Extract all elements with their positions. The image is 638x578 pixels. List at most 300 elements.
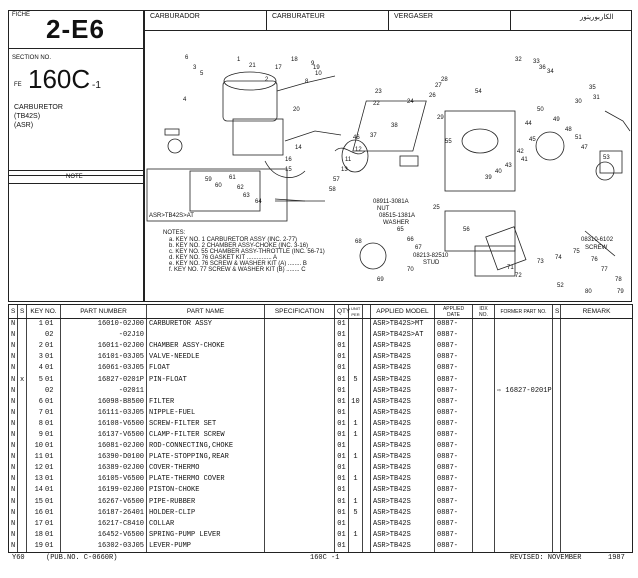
cell-qty: 01 (335, 519, 349, 530)
callout-number: 14 (295, 145, 302, 151)
cell-idx (473, 408, 495, 419)
cell-s2 (18, 508, 27, 519)
cell-spec (265, 430, 335, 441)
exploded-parts-diagram (145, 31, 631, 301)
cell-remark (561, 397, 633, 408)
cell-remark (561, 363, 633, 374)
cell-s2 (18, 519, 27, 530)
cell-model: ASR>TB42S>AT (371, 330, 435, 341)
footer-revised: REVISED: NOVEMBER (510, 554, 582, 562)
cell-name (147, 330, 265, 341)
cell-qty: 01 (335, 497, 349, 508)
callout-number: 79 (617, 289, 624, 295)
divider (8, 170, 144, 171)
cell-model: ASR>TB42S (371, 430, 435, 441)
cell-key: 13 01 (27, 474, 61, 485)
cell-former (495, 408, 553, 419)
table-row (9, 452, 633, 463)
cell-s1: N (9, 374, 18, 385)
cell-s1: N (9, 363, 18, 374)
callout-number: 45 (529, 137, 536, 143)
cell-part: 16098-B8500 (61, 397, 147, 408)
cell-s2 (18, 474, 27, 485)
callout-number: 69 (377, 277, 384, 283)
cell-name: NIPPLE-FUEL (147, 408, 265, 419)
cell-s3 (553, 352, 561, 363)
cell-remark (561, 519, 633, 530)
table-row (9, 330, 633, 341)
callout-number: 39 (485, 175, 492, 181)
callout-number: 8 (305, 79, 309, 85)
cell-unit: 1 (349, 474, 363, 485)
cell-unit: 1 (349, 430, 363, 441)
callout-number: 32 (515, 57, 522, 63)
col-header: UNIT PER (349, 305, 363, 319)
cell-qty: 01 (335, 485, 349, 496)
throttle-lever (360, 243, 386, 269)
cell-s1: N (9, 419, 18, 430)
cell-x (363, 408, 371, 419)
table-row (9, 397, 633, 408)
callout-number: 57 (333, 177, 340, 183)
cell-date: 0887- (435, 474, 473, 485)
cell-s3 (553, 497, 561, 508)
cell-date: 0887- (435, 463, 473, 474)
footer-section: 160C -1 (310, 554, 340, 562)
cell-remark (561, 419, 633, 430)
cell-name: FILTER (147, 397, 265, 408)
cell-x (363, 497, 371, 508)
inset-box-part (190, 171, 260, 211)
callout-number: 48 (565, 127, 572, 133)
callout-number: 3 (193, 65, 197, 71)
cell-remark (561, 319, 633, 331)
callout-number: 73 (537, 259, 544, 265)
cell-key: 19 01 (27, 541, 61, 553)
cell-qty: 01 (335, 319, 349, 331)
callout-number: 65 (397, 227, 404, 233)
cell-key: 02 (27, 330, 61, 341)
cell-date: 0887- (435, 519, 473, 530)
cell-key: 14 01 (27, 485, 61, 496)
callout-number: 59 (205, 177, 212, 183)
cell-key: 16 01 (27, 508, 61, 519)
callout-number: 9 (311, 61, 315, 67)
cell-s1: N (9, 474, 18, 485)
table-row (9, 363, 633, 374)
cell-s1: N (9, 330, 18, 341)
callout-number: 6 (185, 55, 189, 61)
note-line: d. KEY NO. 76 GASKET KIT ............... A (169, 255, 278, 261)
part-title-line-2: (TB42S) (14, 113, 41, 120)
cell-key: 10 01 (27, 441, 61, 452)
cell-name: LEVER-PUMP (147, 541, 265, 553)
lever-part (400, 156, 418, 166)
callout-number: 4 (183, 97, 187, 103)
cell-date: 0887- (435, 508, 473, 519)
callout-number: 30 (575, 99, 582, 105)
cell-key: 17 01 (27, 519, 61, 530)
cell-name: CARBURETOR ASSY (147, 319, 265, 331)
language-divider (388, 10, 389, 30)
washer-label: WASHER (383, 220, 410, 226)
callout-number: 29 (437, 115, 444, 121)
table-row (9, 485, 633, 496)
fiche-code: 2-E6 (46, 14, 105, 44)
cell-date: 0887- (435, 497, 473, 508)
cell-model: ASR>TB42S (371, 452, 435, 463)
cell-former (495, 463, 553, 474)
cell-key: 15 01 (27, 497, 61, 508)
callout-number: 2 (265, 77, 269, 83)
cell-former (495, 485, 553, 496)
cell-part: 16105-V6500 (61, 474, 147, 485)
footer-code: Y60 (12, 554, 25, 562)
linkage-rod (285, 131, 341, 141)
cell-key: 6 01 (27, 397, 61, 408)
cell-model: ASR>TB42S (371, 441, 435, 452)
cell-x (363, 452, 371, 463)
cell-x (363, 430, 371, 441)
callout-number: 78 (615, 277, 622, 283)
cell-model: ASR>TB42S (371, 352, 435, 363)
callout-number: 15 (285, 167, 292, 173)
cell-part: -02J10 (61, 330, 147, 341)
cell-s2 (18, 330, 27, 341)
cell-unit (349, 519, 363, 530)
cell-x (363, 463, 371, 474)
cell-key: 9 01 (27, 430, 61, 441)
cell-s2 (18, 485, 27, 496)
callout-number: 47 (581, 145, 588, 151)
cell-remark (561, 541, 633, 553)
cell-spec (265, 352, 335, 363)
screw-label: SCREW (585, 245, 608, 251)
cell-s3 (553, 341, 561, 352)
col-header: APPLIED MODEL (371, 305, 435, 319)
cell-s2 (18, 419, 27, 430)
fiche-label: FICHE (12, 12, 30, 18)
cell-x (363, 441, 371, 452)
cell-s3 (553, 541, 561, 553)
cell-unit: 1 (349, 530, 363, 541)
cell-model: ASR>TB42S (371, 408, 435, 419)
callout-number: 23 (375, 89, 382, 95)
cell-qty: 01 (335, 430, 349, 441)
col-header: SPECIFICATION (265, 305, 335, 319)
cell-idx (473, 441, 495, 452)
cell-s2 (18, 430, 27, 441)
cell-model: ASR>TB42S (371, 519, 435, 530)
cell-qty: 01 (335, 419, 349, 430)
divider (8, 183, 144, 184)
cell-x (363, 330, 371, 341)
table-row (9, 352, 633, 363)
cell-x (363, 474, 371, 485)
parts-table (8, 304, 633, 553)
col-header: S (553, 305, 561, 319)
cell-part: 16081-02J00 (61, 441, 147, 452)
note-label: NOTE (66, 174, 83, 180)
col-header: FORMER PART NO. (495, 305, 553, 319)
cell-s2 (18, 363, 27, 374)
cell-model: ASR>TB42S (371, 463, 435, 474)
cell-part: 16010-02J00 (61, 319, 147, 331)
cell-s2 (18, 541, 27, 553)
cell-s3 (553, 319, 561, 331)
table-row (9, 519, 633, 530)
mounting-flange (486, 227, 526, 270)
callout-number: 25 (433, 205, 440, 211)
cell-s2 (18, 341, 27, 352)
cell-part: 16389-02J00 (61, 463, 147, 474)
cell-model: ASR>TB42S (371, 374, 435, 385)
cell-s3 (553, 530, 561, 541)
cell-idx (473, 352, 495, 363)
cell-idx (473, 397, 495, 408)
part-title-line-1: CARBURETOR (14, 104, 63, 111)
cell-s1: N (9, 397, 18, 408)
language-divider (510, 10, 511, 30)
cell-key: 5 01 (27, 374, 61, 385)
cell-name: COVER-THERMO (147, 463, 265, 474)
cell-spec (265, 330, 335, 341)
cell-name: CLAMP-FILTER SCREW (147, 430, 265, 441)
callout-number: 24 (407, 99, 414, 105)
section-label: SECTION NO. (12, 55, 52, 61)
cell-date: 0887- (435, 319, 473, 331)
cell-idx (473, 485, 495, 496)
cell-key: 4 01 (27, 363, 61, 374)
callout-number: 1 (237, 57, 241, 63)
cell-s1: N (9, 430, 18, 441)
cell-idx (473, 497, 495, 508)
table-row (9, 319, 633, 331)
cell-former (495, 319, 553, 331)
cell-part: 16101-03J05 (61, 352, 147, 363)
cell-model: ASR>TB42S (371, 474, 435, 485)
table-row (9, 374, 633, 385)
cell-key: 18 01 (27, 530, 61, 541)
cell-unit (349, 485, 363, 496)
callout-number: 17 (275, 65, 282, 71)
cell-date: 0887- (435, 363, 473, 374)
cell-s1: N (9, 508, 18, 519)
note-line: c. KEY NO. 55 CHAMBER ASSY-THROTTLE (INC. 56-71) (169, 249, 325, 255)
callout-number: 44 (525, 121, 532, 127)
cell-s3 (553, 485, 561, 496)
washer-part-1: 08911-3081A (373, 199, 409, 205)
cell-s1: N (9, 441, 18, 452)
table-row (9, 497, 633, 508)
cell-former (495, 441, 553, 452)
cell-x (363, 508, 371, 519)
cell-unit: 1 (349, 497, 363, 508)
cell-date: 0887- (435, 430, 473, 441)
cell-part: 16390-D0100 (61, 452, 147, 463)
cell-qty: 01 (335, 352, 349, 363)
cell-qty: 01 (335, 386, 349, 397)
col-header: PART NUMBER (61, 305, 147, 319)
cell-remark (561, 374, 633, 385)
callout-number: 55 (445, 139, 452, 145)
cell-key: 7 01 (27, 408, 61, 419)
cell-idx (473, 319, 495, 331)
stud-part: 08213-82510 (413, 253, 449, 259)
cell-qty: 01 (335, 452, 349, 463)
cell-idx (473, 463, 495, 474)
cell-date: 0887- (435, 374, 473, 385)
cell-spec (265, 341, 335, 352)
table-row (9, 441, 633, 452)
callout-number: 22 (373, 101, 380, 107)
section-suffix: -1 (92, 80, 101, 91)
cell-idx (473, 508, 495, 519)
table-row (9, 508, 633, 519)
cell-unit (349, 319, 363, 331)
callout-number: 77 (601, 267, 608, 273)
cell-s3 (553, 419, 561, 430)
cell-s1: N (9, 497, 18, 508)
callout-number: 36 (539, 65, 546, 71)
cell-remark (561, 530, 633, 541)
cell-spec (265, 474, 335, 485)
cell-model: ASR>TB42S (371, 419, 435, 430)
callout-number: 34 (547, 69, 554, 75)
cell-unit: 1 (349, 452, 363, 463)
cell-name: SCREW-FILTER SET (147, 419, 265, 430)
cell-s3 (553, 430, 561, 441)
col-header: APPLIED DATE (435, 305, 473, 319)
cell-date: 0887- (435, 485, 473, 496)
cell-name: HOLDER-CLIP (147, 508, 265, 519)
cell-qty: 01 (335, 530, 349, 541)
cell-s2 (18, 463, 27, 474)
stud-label: STUD (423, 260, 440, 266)
cell-s3 (553, 330, 561, 341)
callout-number: 50 (537, 107, 544, 113)
callout-number: 72 (515, 273, 522, 279)
accel-pump-diaphragm (536, 132, 564, 160)
cell-spec (265, 441, 335, 452)
callout-number: 61 (229, 175, 236, 181)
cell-former (495, 430, 553, 441)
note-line: e. KEY NO. 76 SCREW & WASHER KIT (A) ........ B (169, 261, 307, 267)
callout-number: 33 (533, 59, 540, 65)
callout-number: 11 (345, 157, 352, 163)
language-divider (266, 10, 267, 30)
cell-s3 (553, 441, 561, 452)
cell-qty: 01 (335, 508, 349, 519)
col-header: REMARK (561, 305, 633, 319)
cell-former: ⇨ 16827-0201P (495, 386, 553, 397)
cell-remark (561, 485, 633, 496)
callout-number: 41 (521, 157, 528, 163)
nut-label: NUT (377, 206, 390, 212)
cell-qty: 01 (335, 441, 349, 452)
callout-number: 27 (435, 83, 442, 89)
col-header: QTY (335, 305, 349, 319)
cell-idx (473, 430, 495, 441)
cell-spec (265, 408, 335, 419)
cell-x (363, 319, 371, 331)
lang-french: CARBURATEUR (272, 13, 325, 20)
cell-model: ASR>TB42S (371, 530, 435, 541)
cell-unit (349, 341, 363, 352)
cell-remark (561, 452, 633, 463)
float-pin-part (165, 129, 179, 135)
cell-part: 16108-V6500 (61, 419, 147, 430)
cell-qty: 01 (335, 408, 349, 419)
cell-date: 0887- (435, 530, 473, 541)
cell-model: ASR>TB42S (371, 497, 435, 508)
cell-unit: 5 (349, 374, 363, 385)
cell-model: ASR>TB42S (371, 485, 435, 496)
table-row (9, 341, 633, 352)
cell-spec (265, 530, 335, 541)
table-row (9, 386, 633, 397)
cell-part: 16199-02J00 (61, 485, 147, 496)
cell-date: 0887- (435, 341, 473, 352)
cell-s1: N (9, 341, 18, 352)
throttle-body (445, 211, 515, 251)
cell-former (495, 508, 553, 519)
note-panel (8, 176, 144, 302)
cell-former (495, 452, 553, 463)
callout-number: 58 (329, 187, 336, 193)
cell-date: 0887- (435, 397, 473, 408)
cell-s1: N (9, 352, 18, 363)
cell-unit (349, 541, 363, 553)
cell-s3 (553, 452, 561, 463)
cell-idx (473, 341, 495, 352)
callout-number: 67 (415, 245, 422, 251)
cell-model: ASR>TB42S>MT (371, 319, 435, 331)
cell-part: -02011 (61, 386, 147, 397)
cell-s3 (553, 474, 561, 485)
screw-line (585, 231, 615, 256)
cell-qty: 01 (335, 341, 349, 352)
cell-s2 (18, 497, 27, 508)
col-header (363, 305, 371, 319)
note-line: a. KEY NO. 1 CARBURETOR ASSY (INC. 2-77) (169, 237, 298, 243)
cell-remark (561, 430, 633, 441)
cell-s2 (18, 452, 27, 463)
cell-s1: N (9, 519, 18, 530)
footer-year: 1987 (608, 554, 625, 562)
cell-part: 16061-03J05 (61, 363, 147, 374)
callout-number: 71 (507, 265, 514, 271)
cell-s1: N (9, 485, 18, 496)
cell-spec (265, 397, 335, 408)
cell-part: 16827-0201P (61, 374, 147, 385)
cell-name: FLOAT (147, 363, 265, 374)
cell-date: 0887- (435, 452, 473, 463)
cell-date: 0887- (435, 441, 473, 452)
callout-number: 31 (593, 95, 600, 101)
solenoid (596, 162, 614, 180)
cell-spec (265, 374, 335, 385)
cell-spec (265, 497, 335, 508)
cell-date: 0887- (435, 408, 473, 419)
base-plate (475, 246, 515, 276)
cell-unit (349, 463, 363, 474)
cell-x (363, 519, 371, 530)
callout-number: 43 (505, 163, 512, 169)
cell-idx (473, 419, 495, 430)
cell-unit (349, 408, 363, 419)
cell-spec (265, 519, 335, 530)
